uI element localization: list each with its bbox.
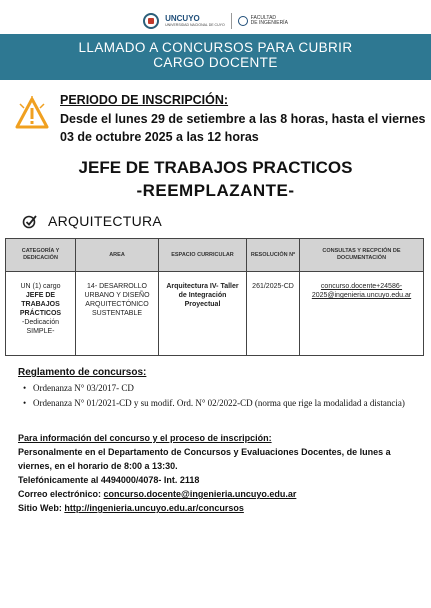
info-text: Personalmente en el Departamento de Concursos y Evaluaciones Docentes, de lunes a viernes, en el horario de 8:00 a 13:30. — [18, 447, 391, 471]
list-item: • Ordenanza N° 03/2017- CD — [18, 382, 418, 395]
period-title: PERIODO DE INSCRIPCIÓN: — [60, 93, 229, 107]
uncuyo-logo-subtext: UNIVERSIDAD NACIONAL DE CUYO — [165, 23, 225, 27]
cat-prefix: UN (1) cargo — [20, 283, 61, 290]
area-heading — [22, 213, 162, 229]
info-email — [18, 487, 418, 501]
uncuyo-logo-icon — [143, 13, 159, 29]
email-label: Correo electrónico: — [18, 489, 104, 499]
header-categoria: CATEGORÍA Y DEDICACIÓN — [6, 239, 76, 272]
warning-icon — [14, 96, 50, 130]
uncuyo-logo-text: UNCUYO — [165, 14, 200, 23]
cell-categoria — [6, 272, 76, 356]
web-link[interactable]: http://ingenieria.uncuyo.edu.ar/concursos — [64, 503, 244, 513]
checkmark-circle-icon — [22, 213, 38, 229]
reglamento-title: Reglamento de concursos: — [18, 367, 147, 378]
banner-line2: CARGO DOCENTE — [153, 55, 278, 70]
table-header-row — [6, 239, 424, 272]
facultad-logo-line1: FACULTAD — [250, 14, 277, 21]
info-section — [18, 431, 418, 515]
cat-bold: JEFE DE TRABAJOS PRÁCTICOS — [19, 292, 62, 317]
info-web — [18, 501, 418, 515]
position-title: JEFE DE TRABAJOS PRACTICOS — [78, 158, 353, 177]
vacancy-table — [5, 238, 424, 356]
table-row — [6, 272, 424, 356]
inscription-period — [60, 93, 430, 146]
facultad-logo-icon — [238, 16, 248, 26]
uncuyo-logo — [165, 15, 225, 27]
consultas-email-link[interactable]: concurso.docente+24586-2025@ingenieria.uncuyo.edu.ar — [311, 283, 412, 299]
list-item: • Ordenanza N° 01/2021-CD y su modif. Ord. N° 02/2022-CD (norma que rige la modalidad a distancia) — [18, 397, 418, 410]
reglamento-section — [18, 366, 418, 412]
cat-suffix: -Dedicación SIMPLE- — [22, 319, 59, 335]
cell-espacio: Arquitectura IV- Taller de Integración Proyectual — [159, 272, 247, 356]
period-text: Desde el lunes 29 de setiembre a las 8 horas, hasta el viernes 03 de octubre 2025 a las 12 horas — [60, 112, 426, 144]
cell-consultas — [300, 272, 424, 356]
header-espacio: ESPACIO CURRICULAR — [159, 239, 247, 272]
cell-area: 14- DESARROLLO URBANO Y DISEÑO ARQUITECTÓNICO SUSTENTABLE — [76, 272, 159, 356]
header-logos — [0, 10, 431, 32]
info-title: Para información del concurso y el proceso de inscripción: — [18, 433, 272, 443]
facultad-logo — [238, 16, 288, 27]
facultad-logo-text — [251, 16, 288, 27]
banner-line1: LLAMADO A CONCURSOS PARA CUBRIR — [78, 40, 353, 55]
position-subtitle: -REEMPLAZANTE- — [136, 181, 295, 200]
header-area: AREA — [76, 239, 159, 272]
facultad-logo-line2: DE INGENIERÍA — [250, 20, 288, 26]
area-label: ARQUITECTURA — [48, 213, 163, 229]
header-resolucion: RESOLUCIÓN Nº — [247, 239, 300, 272]
header-consultas: CONSULTAS Y RECPCIÓN DE DOCUMENTACIÓN — [300, 239, 424, 272]
title-banner — [0, 34, 431, 80]
reglamento-list — [18, 382, 418, 410]
logo-divider — [231, 13, 232, 29]
web-label: Sitio Web: — [18, 503, 65, 513]
info-phone: Telefónicamente al 4494000/4078- Int. 2118 — [18, 475, 200, 485]
email-link[interactable]: concurso.docente@ingenieria.uncuyo.edu.ar — [103, 489, 297, 499]
cell-resolucion: 261/2025-CD — [247, 272, 300, 356]
